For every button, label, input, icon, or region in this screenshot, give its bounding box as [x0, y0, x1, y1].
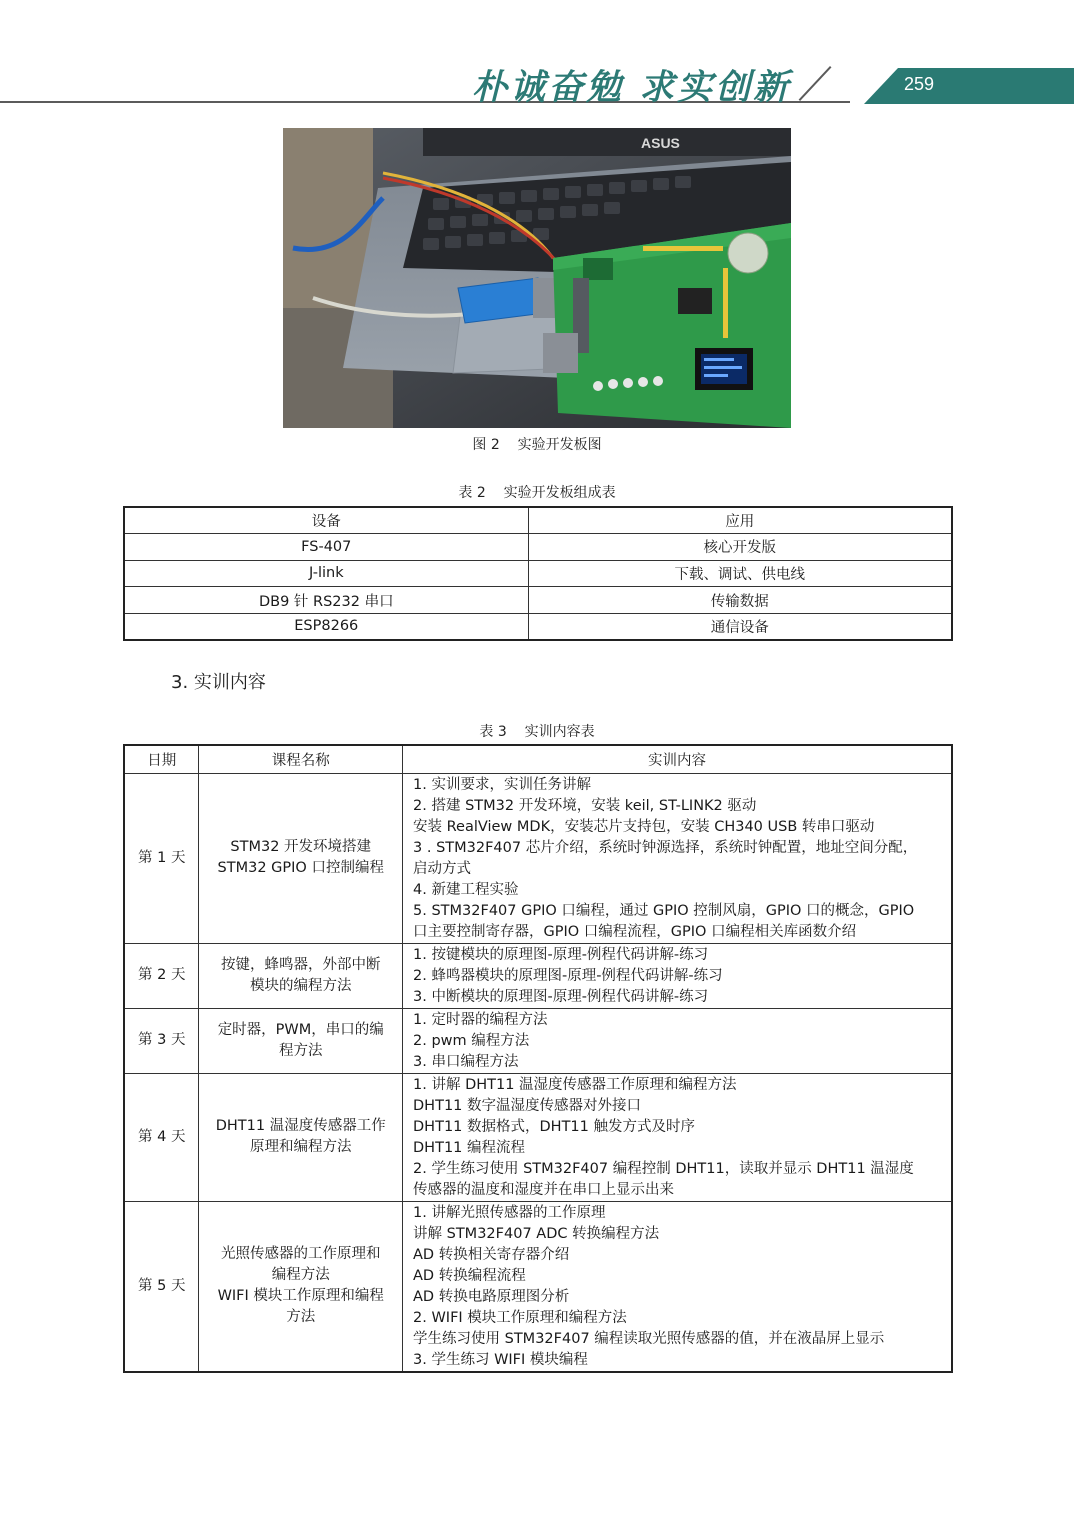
content-line: 3. 学生练习 WIFI 模块编程	[413, 1351, 588, 1368]
course-line: 按键，蜂鸣器，外部中断	[220, 956, 381, 973]
content-line: 1. 定时器的编程方法	[413, 1011, 548, 1028]
content-line: 讲解 STM32F407 ADC 转换编程方法	[413, 1225, 660, 1242]
cell-usage: 通信设备	[528, 613, 952, 640]
cell-date: 第 1 天	[124, 773, 199, 943]
page-number: 259	[904, 74, 935, 94]
cell-device: ESP8266	[124, 613, 528, 640]
dev-board-photo	[283, 128, 791, 428]
content-line: 1. 实训要求，实训任务讲解	[413, 776, 591, 793]
course-line: 方法	[286, 1309, 316, 1325]
table-row	[124, 943, 952, 1008]
figure-caption: 图 2 实验开发板图	[472, 437, 602, 453]
cell-usage: 下载、调试、供电线	[528, 560, 952, 587]
content-line: 3. 中断模块的原理图-原理-例程代码讲解-练习	[413, 988, 709, 1005]
content-line: 口主要控制寄存器，GPIO 口编程流程，GPIO 口编程相关库函数介绍	[413, 923, 857, 940]
cell-date: 第 2 天	[124, 943, 199, 1008]
cell-usage: 核心开发版	[528, 534, 952, 561]
cell-device: J-link	[124, 560, 528, 587]
course-line: 模块的编程方法	[249, 977, 352, 994]
content-line: 安装 RealView MDK，安装芯片支持包，安装 CH340 USB 转串口驱动	[413, 818, 875, 835]
column-header-usage: 应用	[528, 507, 952, 534]
course-line: 定时器，PWM，串口的编	[217, 1021, 384, 1038]
column-header-device: 设备	[124, 507, 528, 534]
dev-board-photo-illustration	[283, 128, 791, 428]
content-line: 启动方式	[413, 860, 472, 877]
cell-course	[199, 1201, 403, 1372]
course-line: 程方法	[278, 1042, 323, 1059]
table-row	[124, 1201, 952, 1372]
dev-board-components-table	[123, 506, 953, 641]
content-line: 2. 搭建 STM32 开发环境，安装 keil, ST-LINK2 驱动	[413, 797, 757, 814]
content-line: 2. WIFI 模块工作原理和编程方法	[413, 1309, 627, 1326]
content-line: 5. STM32F407 GPIO 口编程，通过 GPIO 控制风扇，GPIO 口的概念，GPIO	[413, 902, 915, 919]
content-line: 学生练习使用 STM32F407 编程读取光照传感器的值，并在液晶屏上显示	[413, 1330, 885, 1347]
content-line: DHT11 编程流程	[413, 1139, 526, 1156]
cell-date: 第 3 天	[124, 1008, 199, 1073]
cell-device: FS-407	[124, 534, 528, 561]
cell-date: 第 5 天	[124, 1201, 199, 1372]
cell-content	[403, 1008, 952, 1073]
cell-content	[403, 1073, 952, 1201]
content-line: 2. 学生练习使用 STM32F407 编程控制 DHT11，读取并显示 DHT11 温湿度	[413, 1160, 914, 1177]
cell-course	[199, 1008, 403, 1073]
cell-course	[199, 1073, 403, 1201]
laptop-brand-label: ASUS	[641, 135, 680, 151]
course-line: 光照传感器的工作原理和	[220, 1246, 381, 1262]
table2-caption: 表 2 实验开发板组成表	[458, 485, 616, 501]
content-line: AD 转换相关寄存器介绍	[413, 1246, 570, 1263]
course-line: 原理和编程方法	[249, 1139, 352, 1155]
table-row	[124, 587, 952, 614]
cell-device: DB9 针 RS232 串口	[124, 587, 528, 614]
table-row	[124, 773, 952, 943]
table-row	[124, 613, 952, 640]
content-line: AD 转换编程流程	[413, 1267, 526, 1284]
course-line: STM32 GPIO 口控制编程	[217, 860, 384, 876]
column-header-date: 日期	[124, 745, 199, 773]
table-header-row	[124, 507, 952, 534]
section-heading: 3. 实训内容	[171, 672, 266, 693]
table-row	[124, 1073, 952, 1201]
content-line: 2. 蜂鸣器模块的原理图-原理-例程代码讲解-练习	[413, 967, 723, 984]
content-line: 3. 串口编程方法	[413, 1053, 519, 1070]
content-line: 1. 讲解 DHT11 温湿度传感器工作原理和编程方法	[413, 1076, 737, 1093]
content-line: DHT11 数据格式，DHT11 触发方式及时序	[413, 1118, 695, 1135]
cell-date: 第 4 天	[124, 1073, 199, 1201]
cell-course	[199, 773, 403, 943]
content-line: 4. 新建工程实验	[413, 881, 519, 898]
content-line: AD 转换电路原理图分析	[413, 1288, 570, 1305]
content-line: 3 . STM32F407 芯片介绍，系统时钟源选择，系统时钟配置，地址空间分配，	[413, 839, 918, 856]
table-row	[124, 560, 952, 587]
course-line: DHT11 温湿度传感器工作	[215, 1118, 386, 1134]
table3-caption: 表 3 实训内容表	[479, 724, 595, 740]
content-line: 传感器的温度和湿度并在串口上显示出来	[413, 1181, 675, 1198]
content-line: 2. pwm 编程方法	[413, 1032, 530, 1049]
cell-content	[403, 943, 952, 1008]
course-line: STM32 开发环境搭建	[230, 839, 372, 855]
column-header-course: 课程名称	[199, 745, 403, 773]
table-header-row	[124, 745, 952, 773]
cell-content	[403, 1201, 952, 1372]
cell-content	[403, 773, 952, 943]
table-row	[124, 534, 952, 561]
course-line: WIFI 模块工作原理和编程	[217, 1288, 384, 1304]
cell-course	[199, 943, 403, 1008]
course-line: 编程方法	[271, 1267, 330, 1283]
content-line: 1. 按键模块的原理图-原理-例程代码讲解-练习	[413, 946, 709, 963]
cell-usage: 传输数据	[528, 587, 952, 614]
content-line: DHT11 数字温湿度传感器对外接口	[413, 1097, 642, 1114]
table-row	[124, 1008, 952, 1073]
content-line: 1. 讲解光照传感器的工作原理	[413, 1204, 606, 1221]
header-motto: 朴诚奋勉 求实创新	[472, 67, 792, 108]
column-header-content: 实训内容	[403, 745, 952, 773]
training-content-table	[123, 744, 953, 1373]
